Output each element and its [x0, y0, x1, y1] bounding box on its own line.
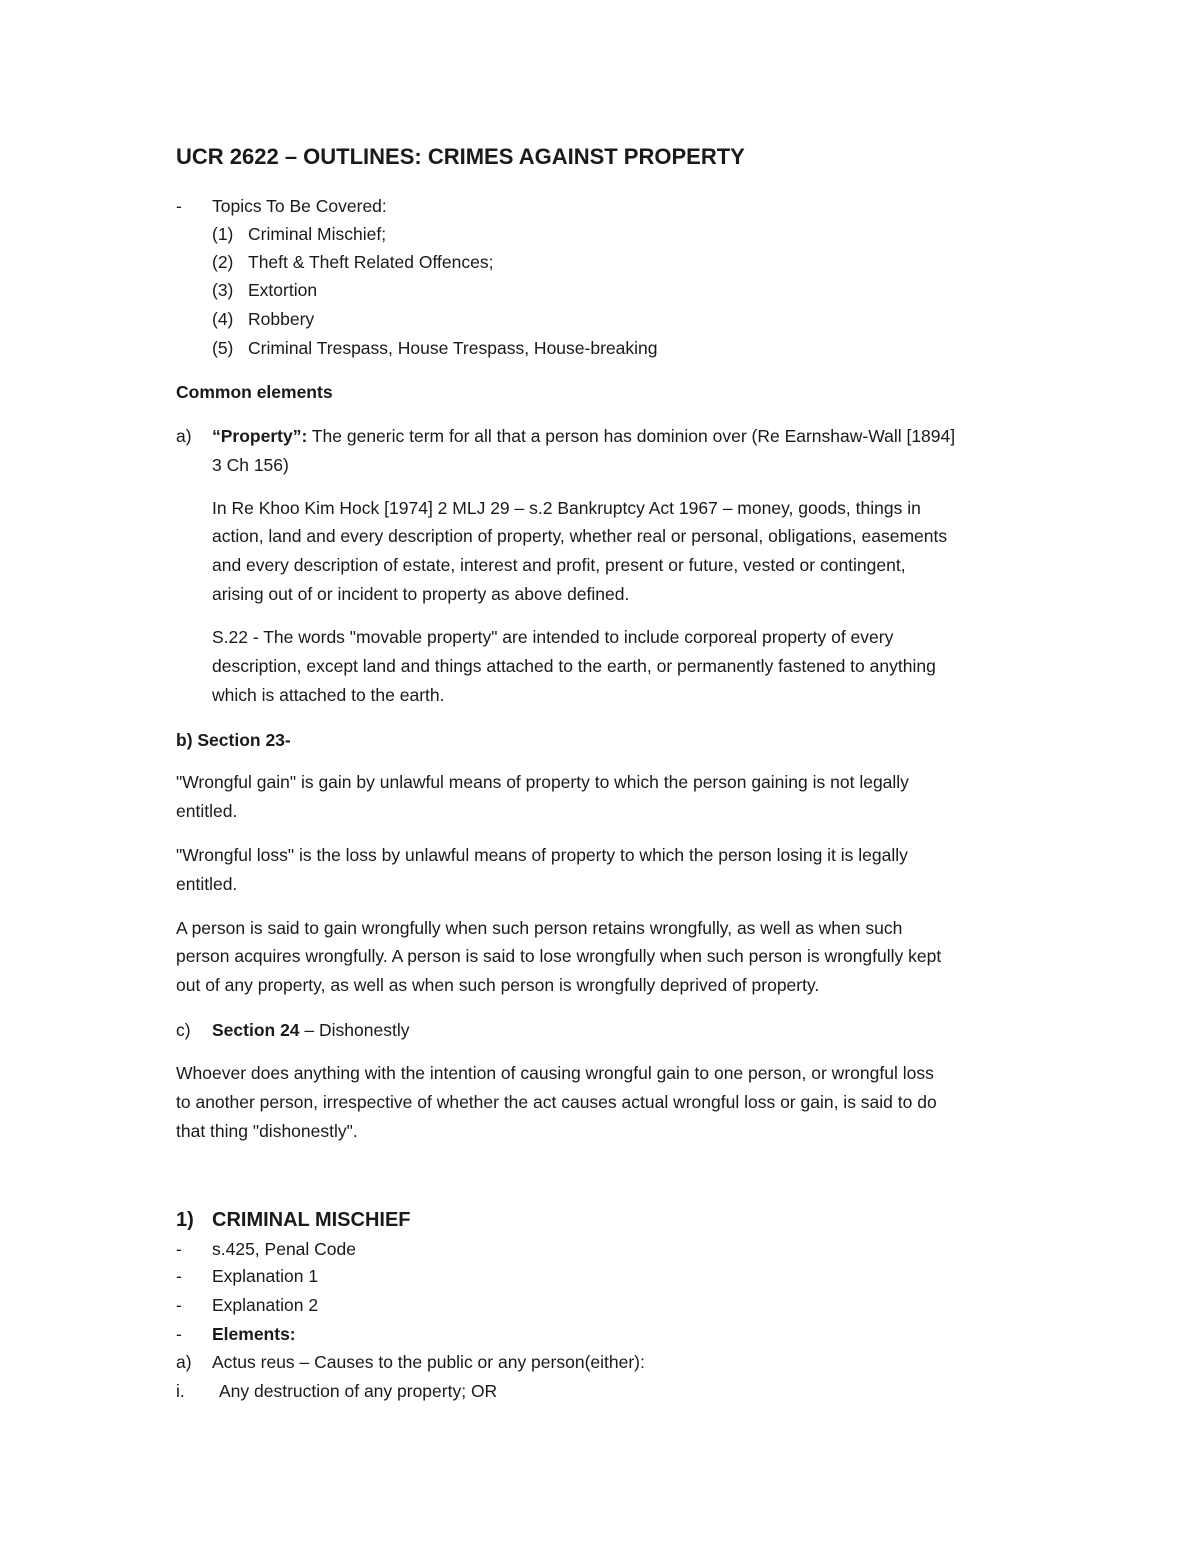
property-term: “Property”: — [212, 426, 308, 446]
topic-item: Robbery — [248, 309, 315, 329]
s22-line: S.22 - The words "movable property" are intended to include corporeal property of every — [212, 627, 894, 647]
dishonestly-line: that thing "dishonestly". — [176, 1121, 358, 1141]
property-definition-line — [212, 426, 955, 447]
wrongful-loss-line: entitled. — [176, 874, 238, 894]
elements-heading: Elements: — [212, 1324, 296, 1344]
topic-num: (5) — [212, 338, 234, 358]
property-definition-cont: 3 Ch 156) — [212, 455, 289, 475]
s22-line: description, except land and things attached to the earth, or permanently fastened to anything — [212, 656, 936, 676]
topics-heading: Topics To Be Covered: — [212, 196, 387, 216]
mischief-num: 1) — [176, 1209, 194, 1231]
s22-line: which is attached to the earth. — [212, 685, 445, 705]
topic-num: (1) — [212, 224, 234, 244]
khoo-line: In Re Khoo Kim Hock [1974] 2 MLJ 29 – s.2 Bankruptcy Act 1967 – money, goods, things in — [212, 498, 921, 518]
section-23-heading: b) Section 23- — [176, 730, 291, 750]
page-title: UCR 2622 – OUTLINES: CRIMES AGAINST PROPERTY — [176, 144, 745, 169]
khoo-line: action, land and every description of property, whether real or personal, obligations, easements — [212, 526, 948, 546]
actus-marker: a) — [176, 1352, 192, 1372]
section-24-line — [212, 1020, 409, 1041]
khoo-line: and every description of estate, interest and profit, present or future, vested or contingent, — [212, 555, 906, 575]
gain-wrongfully-line: A person is said to gain wrongfully when such person retains wrongfully, as well as when such — [176, 918, 903, 938]
destruction-line: Any destruction of any property; OR — [219, 1381, 498, 1401]
elements-dash: - — [176, 1324, 182, 1344]
wrongful-loss-line: "Wrongful loss" is the loss by unlawful means of property to which the person losing it is legally — [176, 845, 908, 865]
item-c-marker: c) — [176, 1020, 191, 1040]
item-a-marker: a) — [176, 426, 192, 446]
topic-num: (4) — [212, 309, 234, 329]
common-elements-heading: Common elements — [176, 382, 333, 402]
topic-num: (3) — [212, 280, 234, 300]
topic-item: Criminal Mischief; — [248, 224, 387, 244]
wrongful-gain-line: "Wrongful gain" is gain by unlawful means of property to which the person gaining is not legally — [176, 772, 909, 792]
mischief-dash: - — [176, 1295, 182, 1315]
topic-item: Criminal Trespass, House Trespass, House-breaking — [248, 338, 658, 358]
dishonestly-line: Whoever does anything with the intention of causing wrongful gain to one person, or wrongful loss — [176, 1063, 934, 1083]
mischief-dash: - — [176, 1239, 182, 1259]
wrongful-gain-line: entitled. — [176, 801, 238, 821]
topics-dash: - — [176, 196, 182, 216]
gain-wrongfully-line: person acquires wrongfully. A person is said to lose wrongfully when such person is wrongfully kept — [176, 946, 942, 966]
topic-num: (2) — [212, 252, 234, 272]
mischief-bullet: Explanation 2 — [212, 1295, 319, 1315]
section-24-title: – Dishonestly — [299, 1020, 410, 1040]
khoo-line: arising out of or incident to property as above defined. — [212, 584, 630, 604]
actus-reus-line: Actus reus – Causes to the public or any person(either): — [212, 1352, 645, 1372]
section-24-heading: Section 24 — [212, 1020, 300, 1040]
property-definition: The generic term for all that a person has dominion over (Re Earnshaw-Wall [1894] — [311, 426, 956, 446]
gain-wrongfully-line: out of any property, as well as when such person is wrongfully deprived of property. — [176, 975, 820, 995]
mischief-bullet: Explanation 1 — [212, 1266, 319, 1286]
mischief-dash: - — [176, 1266, 182, 1286]
dishonestly-line: to another person, irrespective of whether the act causes actual wrongful loss or gain, is said to do — [176, 1092, 937, 1112]
mischief-heading: CRIMINAL MISCHIEF — [212, 1209, 411, 1231]
mischief-bullet: s.425, Penal Code — [212, 1239, 356, 1259]
destruction-marker: i. — [176, 1381, 185, 1401]
topic-item: Extortion — [248, 280, 318, 300]
topic-item: Theft & Theft Related Offences; — [248, 252, 494, 272]
